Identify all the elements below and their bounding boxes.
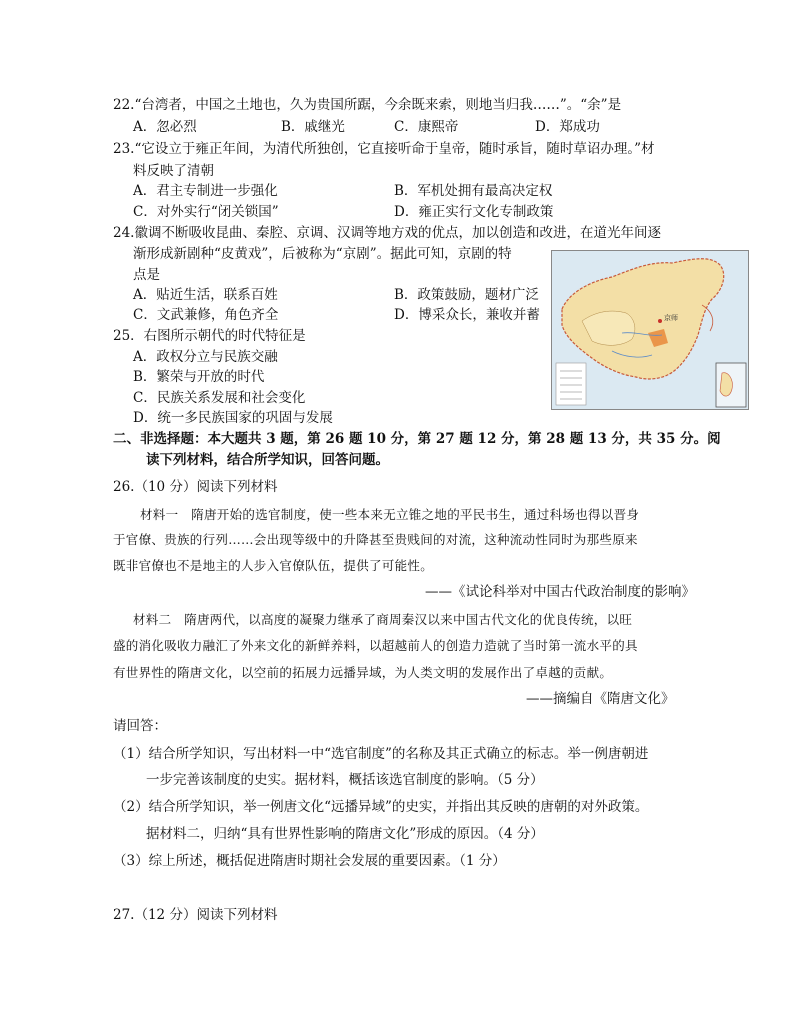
q22-stem: 22.“台湾者，中国之土地也，久为贵国所踞，今余既来索，则地当归我……”。“余”是 bbox=[113, 97, 622, 113]
q24-option-a: A．贴近生活，联系百姓 bbox=[133, 287, 278, 303]
q25-stem: 25．右图所示朝代的时代特征是 bbox=[113, 328, 306, 344]
q25-option-c: C．民族关系发展和社会变化 bbox=[133, 390, 306, 406]
q24-option-d: D．博采众长，兼收并蓄 bbox=[394, 307, 540, 323]
q26-material1-line2: 于官僚、贵族的行列……会出现等级中的升降甚至贵贱间的对流，这种流动性同时为那些原来 bbox=[113, 532, 638, 547]
q26-part2-line1: （2）结合所学知识，举一例唐文化“远播异域”的史实，并指出其反映的唐朝的对外政策。 bbox=[113, 799, 649, 815]
q26-material1-line1: 材料一 隋唐开始的选官制度，使一些本来无立锥之地的平民书生，通过科场也得以晋身 bbox=[140, 507, 640, 522]
q24-stem-1: 24.徽调不断吸收昆曲、秦腔、京调、汉调等地方戏的优点，加以创造和改进，在道光年间逐 bbox=[113, 225, 661, 241]
q23-option-c: C．对外实行“闭关锁国” bbox=[133, 204, 279, 220]
q26-material2-line1: 材料二 隋唐两代，以高度的凝聚力继承了商周秦汉以来中国古代文化的优良传统，以旺 bbox=[133, 612, 633, 627]
q26-material2-line2: 盛的消化吸收力融汇了外来文化的新鲜养料，以超越前人的创造力造就了当时第一流水平的具 bbox=[113, 638, 638, 653]
section-2-instructions: 读下列材料，结合所学知识，回答问题。 bbox=[146, 452, 389, 468]
q24-option-c: C．文武兼修，角色齐全 bbox=[133, 307, 279, 323]
q22-option-b: B．戚继光 bbox=[281, 119, 345, 135]
q25-option-d: D．统一多民族国家的巩固与发展 bbox=[133, 410, 333, 426]
q23-stem-2: 料反映了清朝 bbox=[133, 163, 214, 179]
q25-option-b: B．繁荣与开放的时代 bbox=[133, 369, 265, 385]
q27-heading: 27.（12 分）阅读下列材料 bbox=[113, 907, 278, 923]
q26-part3-line1: （3）综上所述，概括促进隋唐时期社会发展的重要因素。（1 分） bbox=[113, 853, 506, 869]
q24-stem-2: 渐形成新剧种“皮黄戏”，后被称为“京剧”。据此可知，京剧的特 bbox=[133, 246, 512, 262]
q23-option-b: B．军机处拥有最高决定权 bbox=[394, 183, 553, 199]
qing-dynasty-map bbox=[551, 250, 749, 410]
q26-answer-prompt: 请回答： bbox=[113, 718, 167, 734]
q26-part2-line2: 据材料二，归纳“具有世界性影响的隋唐文化”形成的原因。（4 分） bbox=[146, 826, 544, 842]
q26-part1-line1: （1）结合所学知识，写出材料一中“选官制度”的名称及其正式确立的标志。举一例唐朝进 bbox=[113, 746, 649, 762]
q26-heading: 26.（10 分）阅读下列材料 bbox=[113, 479, 278, 495]
map-image bbox=[552, 251, 748, 409]
q23-option-d: D．雍正实行文化专制政策 bbox=[394, 204, 554, 220]
q22-option-a: A．忽必烈 bbox=[133, 119, 197, 135]
map-label-beijing: 京师 bbox=[664, 314, 678, 322]
q26-part1-line2: 一步完善该制度的史实。据材料，概括该选官制度的影响。（5 分） bbox=[146, 772, 544, 788]
section-2-heading: 二、非选择题：本大题共 3 题，第 26 题 10 分，第 27 题 12 分，第 28 题 13 分，共 35 分。阅 bbox=[113, 431, 721, 447]
q22-option-c: C．康熙帝 bbox=[394, 119, 459, 135]
q25-option-a: A．政权分立与民族交融 bbox=[133, 349, 278, 365]
q23-stem-1: 23.“它设立于雍正年间，为清代所独创，它直接听命于皇帝，随时承旨，随时草诏办理。”材 bbox=[113, 141, 655, 157]
q24-option-b: B．政策鼓励，题材广泛 bbox=[394, 287, 539, 303]
q26-material1-line3: 既非官僚也不是地主的人步入官僚队伍，提供了可能性。 bbox=[113, 558, 434, 573]
q26-material2-source: ——摘编自《隋唐文化》 bbox=[526, 691, 675, 707]
q26-material1-source: ——《试论科举对中国古代政治制度的影响》 bbox=[425, 584, 695, 600]
q24-stem-3: 点是 bbox=[133, 267, 160, 283]
q23-option-a: A．君主专制进一步强化 bbox=[133, 183, 278, 199]
q26-material2-line3: 有世界性的隋唐文化，以空前的拓展力远播异域，为人类文明的发展作出了卓越的贡献。 bbox=[113, 665, 613, 680]
q22-option-d: D．郑成功 bbox=[535, 119, 600, 135]
